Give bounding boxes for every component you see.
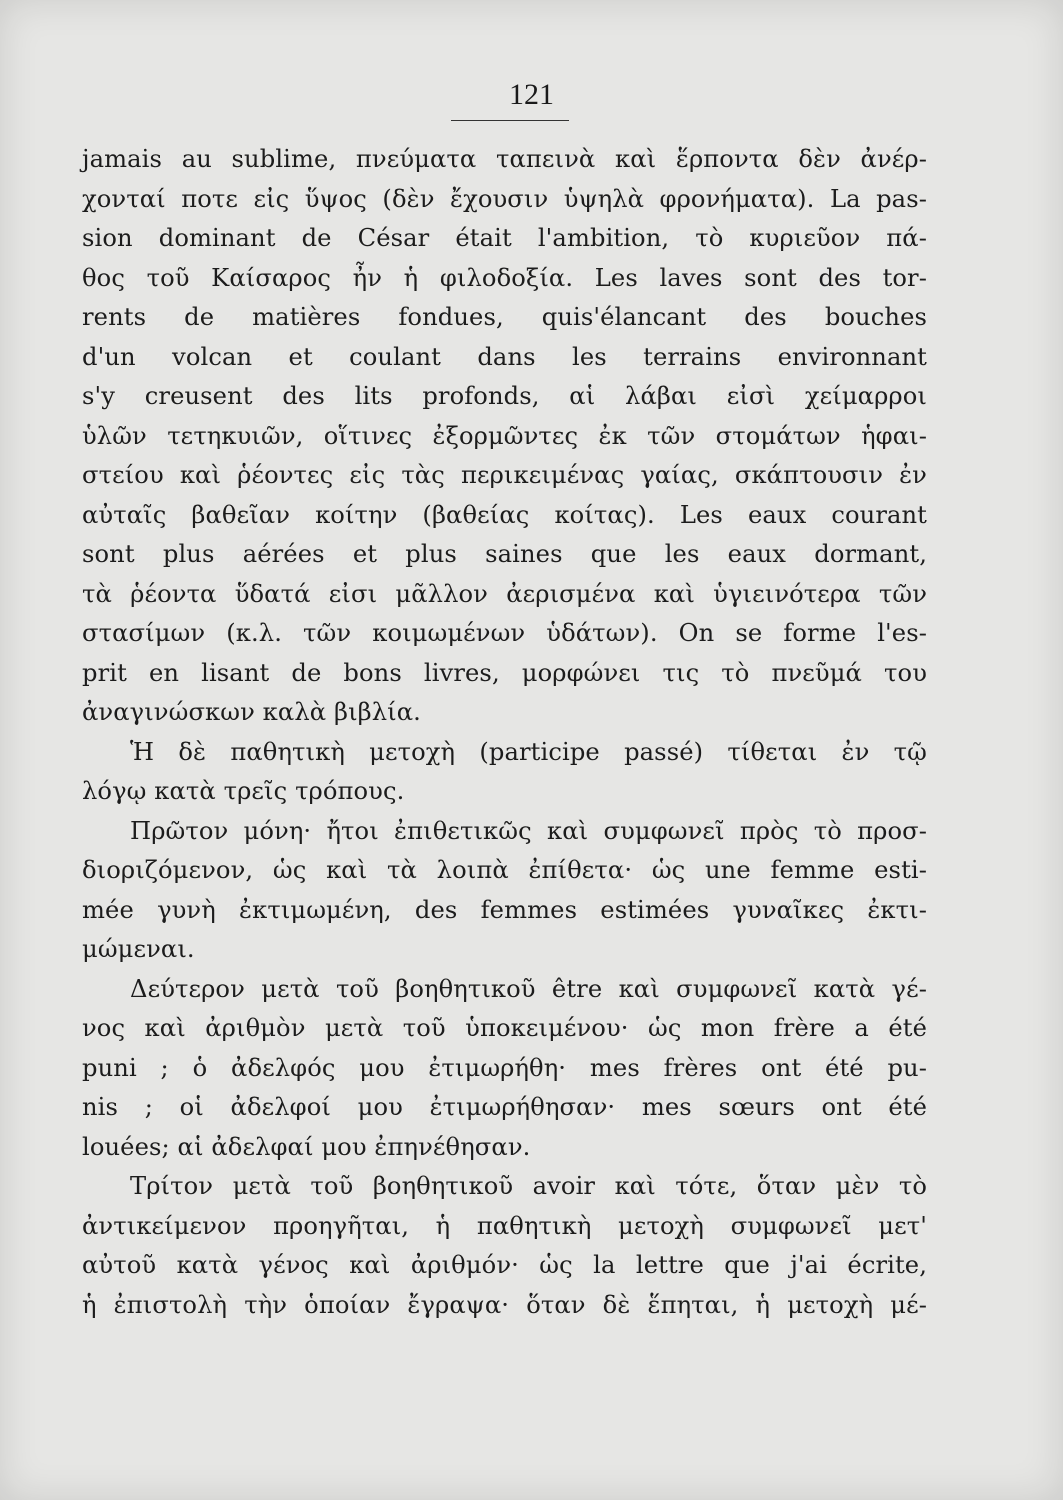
text-line: sont plus aérées et plus saines que les eaux dormant, [82, 540, 927, 568]
page-number: 121 [509, 78, 554, 111]
text-line: διοριζόμενον, ὡς καὶ τὰ λοιπὰ ἐπίθετα· ὡς une femme esti- [82, 856, 927, 884]
text-line: θος τοῦ Καίσαρος ἦν ἡ φιλοδοξία. Les laves sont des tor- [82, 263, 927, 292]
text-line: rents de matières fondues, quis'élancant des bouches [82, 303, 927, 331]
text-line: Δεύτερον μετὰ τοῦ βοηθητικοῦ être καὶ συμφωνεῖ κατὰ γέ- [130, 974, 927, 1003]
header-rule [451, 120, 569, 121]
text-line: Πρῶτον μόνη· ἤτοι ἐπιθετικῶς καὶ συμφωνεῖ πρὸς τὸ προσ- [130, 816, 927, 845]
text-line: ἡ ἐπιστολὴ τὴν ὁποίαν ἔγραψα· ὅταν δὲ ἕπηται, ἡ μετοχὴ μέ- [82, 1290, 927, 1319]
text-line: nis ; οἱ ἀδελφοί μου ἐτιμωρήθησαν· mes sœurs ont été [82, 1093, 927, 1121]
text-line: στείου καὶ ῥέοντες εἰς τὰς περικειμένας γαίας, σκάπτουσιν ἐν [82, 461, 927, 489]
text-line: Τρίτον μετὰ τοῦ βοηθητικοῦ avoir καὶ τότε, ὅταν μὲν τὸ [130, 1172, 927, 1200]
text-line: αὐταῖς βαθεῖαν κοίτην (βαθείας κοίτας). Les eaux courant [82, 500, 927, 529]
text-line: ἀντικείμενον προηγῆται, ἡ παθητικὴ μετοχὴ συμφωνεῖ μετ' [82, 1211, 927, 1240]
text-line: jamais au sublime, πνεύματα ταπεινὰ καὶ ἕρποντα δὲν ἀνέρ- [82, 145, 927, 173]
text-line: puni ; ὁ ἀδελφός μου ἐτιμωρήθη· mes frères ont été pu- [82, 1053, 927, 1082]
text-line: αὐτοῦ κατὰ γένος καὶ ἀριθμόν· ὡς la lettre que j'ai écrite, [82, 1251, 927, 1279]
text-line: ἀναγινώσκων καλὰ βιβλία. [82, 698, 421, 726]
text-line: louées; αἱ ἀδελφαί μου ἐπηνέθησαν. [82, 1132, 531, 1161]
text-line: τὰ ῥέοντα ὕδατά εἰσι μᾶλλον ἀερισμένα καὶ ὑγιεινότερα τῶν [82, 579, 927, 608]
body-text [82, 140, 927, 1325]
text-line: μώμεναι. [82, 935, 195, 963]
text-line: prit en lisant de bons livres, μορφώνει τις τὸ πνεῦμά του [82, 658, 927, 687]
text-line: d'un volcan et coulant dans les terrains environnant [82, 342, 927, 371]
text-line: νος καὶ ἀριθμὸν μετὰ τοῦ ὑποκειμένου· ὡς mon frère a été [82, 1014, 927, 1042]
text-line: Ἡ δὲ παθητικὴ μετοχὴ (participe passé) τίθεται ἐν τῷ [130, 737, 927, 766]
text-line: mée γυνὴ ἐκτιμωμένη, des femmes estimées γυναῖκες ἐκτι- [82, 895, 927, 924]
text-line: s'y creusent des lits profonds, αἱ λάβαι εἰσὶ χείμαρροι [82, 382, 927, 410]
text-line: χονταί ποτε εἰς ὕψος (δὲν ἔχουσιν ὑψηλὰ φρονήματα). La pas- [82, 184, 927, 213]
text-line: στασίμων (κ.λ. τῶν κοιμωμένων ὑδάτων). On se forme l'es- [82, 619, 927, 647]
text-line: λόγῳ κατὰ τρεῖς τρόπους. [82, 777, 405, 805]
text-line: ὑλῶν τετηκυιῶν, οἵτινες ἐξορμῶντες ἐκ τῶν στομάτων ἡφαι- [82, 421, 927, 450]
text-line: sion dominant de César était l'ambition, τὸ κυριεῦον πά- [82, 224, 927, 252]
